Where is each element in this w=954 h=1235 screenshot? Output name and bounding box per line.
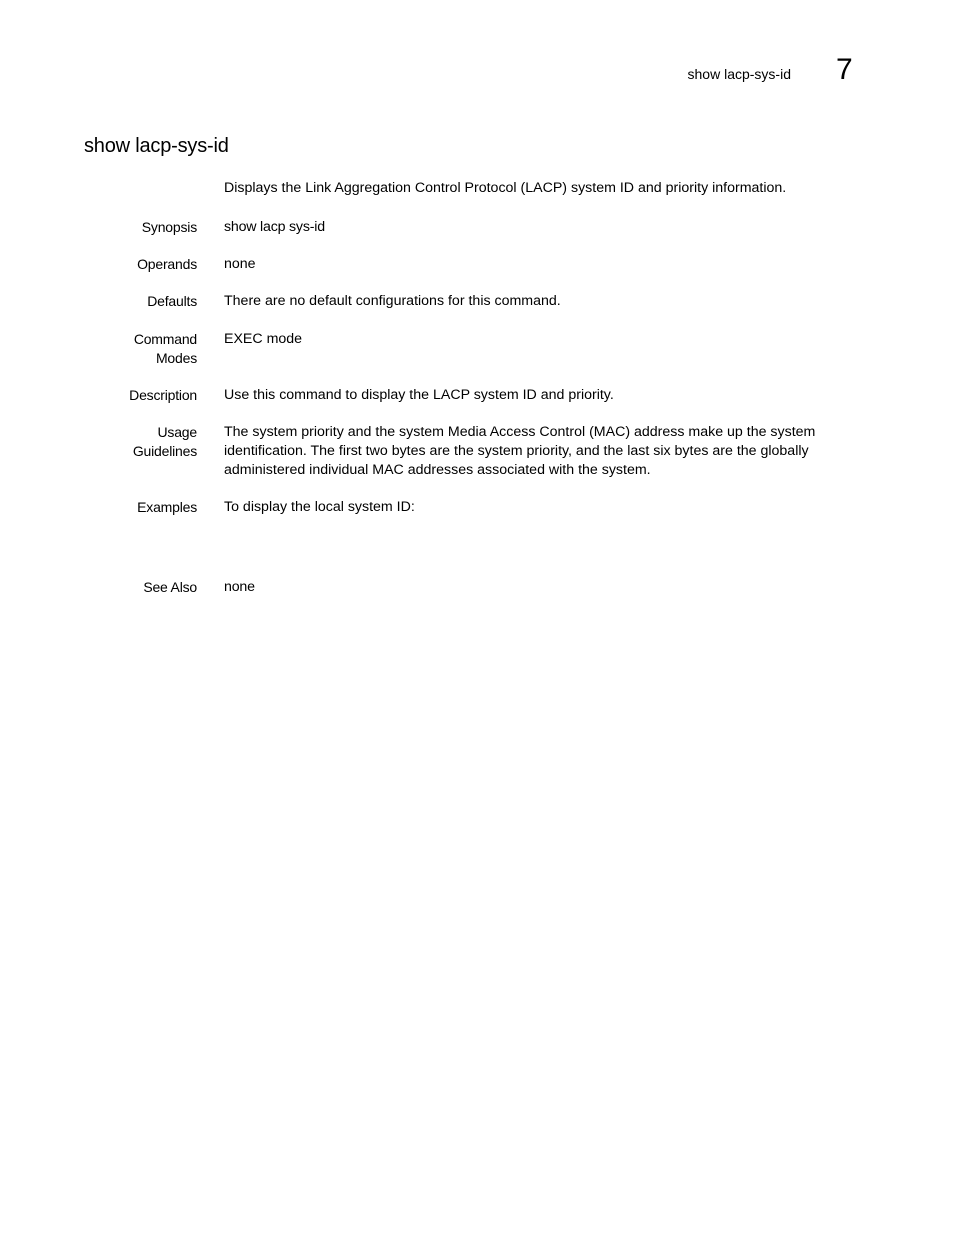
usage-guidelines-text xyxy=(224,423,849,480)
examples-text: To display the local system ID: xyxy=(224,499,415,515)
usage-guidelines-label xyxy=(84,423,197,461)
synopsis-label: Synopsis xyxy=(141,219,197,235)
command-modes-label-line1: Command xyxy=(133,331,197,347)
usage-guidelines-label-line2: Guidelines xyxy=(132,443,197,459)
command-modes-label-line2: Modes xyxy=(155,350,197,366)
description-label: Description xyxy=(129,387,197,403)
operands-text: none xyxy=(224,256,256,272)
usage-guidelines-label-line1: Usage xyxy=(157,424,197,440)
command-modes-label xyxy=(84,330,197,368)
operands-label: Operands xyxy=(137,256,197,272)
see-also-label: See Also xyxy=(143,579,197,595)
synopsis-command: show lacp sys-id xyxy=(224,219,325,235)
chapter-number: 7 xyxy=(836,53,853,86)
defaults-text: There are no default configurations for this command. xyxy=(224,293,561,309)
command-modes-text: EXEC mode xyxy=(224,331,303,347)
usage-guidelines-line1: The system priority and the system Media Access Control (MAC) address make up the system xyxy=(224,424,816,440)
see-also-text: none xyxy=(224,579,255,595)
usage-guidelines-line3: administered individual MAC addresses associated with the system. xyxy=(224,462,651,478)
running-header-title: show lacp-sys-id xyxy=(687,66,791,82)
usage-guidelines-line2: identification. The first two bytes are the system priority, and the last six bytes are the globally xyxy=(224,443,809,459)
page-title: show lacp-sys-id xyxy=(84,135,229,157)
description-text: Use this command to display the LACP system ID and priority. xyxy=(224,387,614,403)
intro-text: Displays the Link Aggregation Control Protocol (LACP) system ID and priority information. xyxy=(224,180,787,196)
defaults-label: Defaults xyxy=(147,293,197,309)
examples-label: Examples xyxy=(137,499,197,515)
